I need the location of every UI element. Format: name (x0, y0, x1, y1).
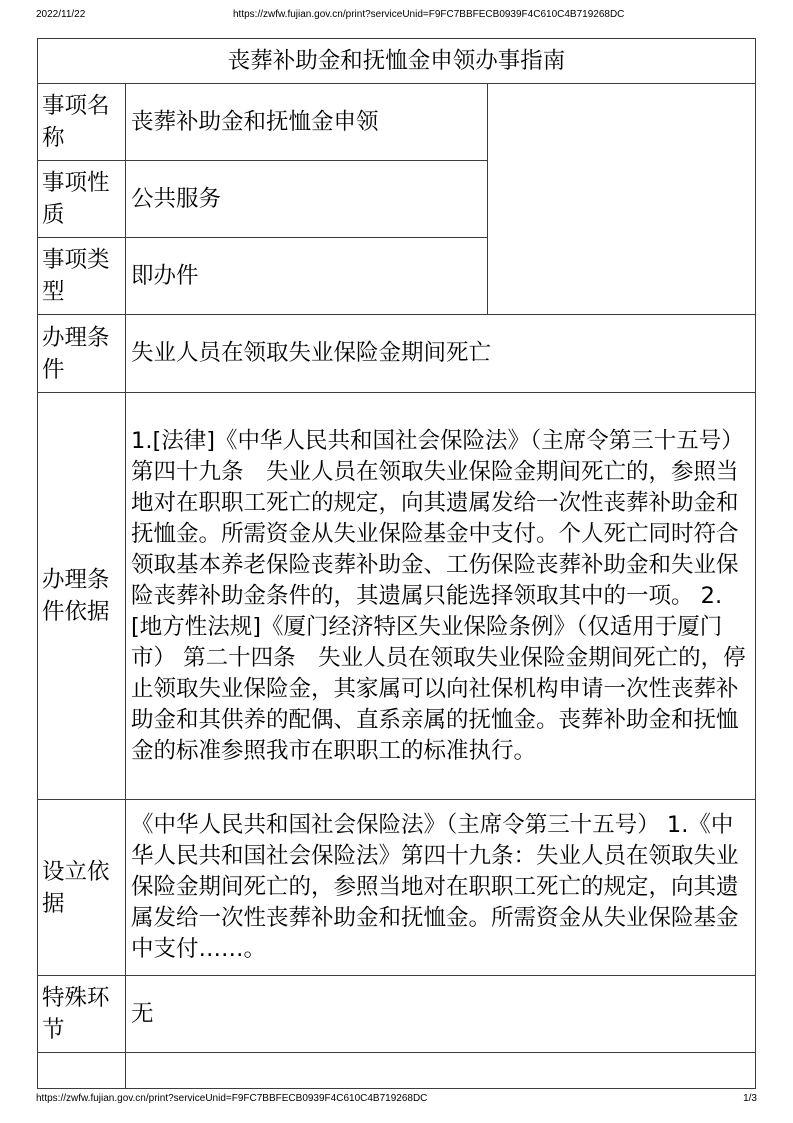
table-row (38, 84, 756, 161)
table-row (38, 393, 756, 800)
row-label: 事项类型 (38, 238, 126, 315)
title-row (38, 39, 756, 84)
row-value: 公共服务 (126, 161, 488, 238)
row-label (38, 1053, 126, 1089)
row-label: 特殊环节 (38, 976, 126, 1053)
guide-table (37, 38, 756, 1089)
row-label: 办理条件依据 (38, 393, 126, 800)
row-value: 丧葬补助金和抚恤金申领 (126, 84, 488, 161)
row-value: 失业人员在领取失业保险金期间死亡 (126, 315, 756, 393)
page-number: 1/3 (743, 1093, 757, 1104)
table-row (38, 1053, 756, 1089)
row-value (126, 1053, 756, 1089)
row-label: 办理条件 (38, 315, 126, 393)
document-title: 丧葬补助金和抚恤金申领办事指南 (38, 39, 756, 84)
table-row (38, 315, 756, 393)
row-value: 无 (126, 976, 756, 1053)
row-label: 事项名称 (38, 84, 126, 161)
table-row (38, 800, 756, 976)
row-value: 1.[法律]《中华人民共和国社会保险法》（主席令第三十五号）第四十九条 失业人员在领取失业保险金期间死亡的，参照当地对在职职工死亡的规定，向其遗属发给一次性丧葬补助金和抚恤金。所需资金从失业保险基金中支付。个人死亡同时符合领取基本养老保险丧葬补助金、工伤保险丧葬补助金和失业保险丧葬补助金条件的，其遗属只能选择领取其中的一项。 2.[地方性法规]《厦门经济特区失业保险条例》（仅适用于厦门市） 第二十四条 失业人员在领取失业保险金期间死亡的，停止领取失业保险金，其家属可以向社保机构申请一次性丧葬补助金和其供养的配偶、直系亲属的抚恤金。丧葬补助金和抚恤金的标准参照我市在职职工的标准执行。 (126, 393, 756, 800)
row-label: 事项性质 (38, 161, 126, 238)
row-label: 设立依据 (38, 800, 126, 976)
print-header-url: https://zwfw.fujian.gov.cn/print?serviceUnid=F9FC7BBFECB0939F4C610C4B719268DC (233, 9, 625, 20)
blank-cell (488, 84, 756, 315)
row-value: 即办件 (126, 238, 488, 315)
table-row (38, 976, 756, 1053)
row-value: 《中华人民共和国社会保险法》（主席令第三十五号） 1.《中华人民共和国社会保险法》第四十九条：失业人员在领取失业保险金期间死亡的，参照当地对在职职工死亡的规定，向其遗属发给一次性丧葬补助金和抚恤金。所需资金从失业保险基金中支付……。 (126, 800, 756, 976)
print-date: 2022/11/22 (36, 9, 86, 20)
print-footer-url: https://zwfw.fujian.gov.cn/print?serviceUnid=F9FC7BBFECB0939F4C610C4B719268DC (36, 1093, 428, 1104)
